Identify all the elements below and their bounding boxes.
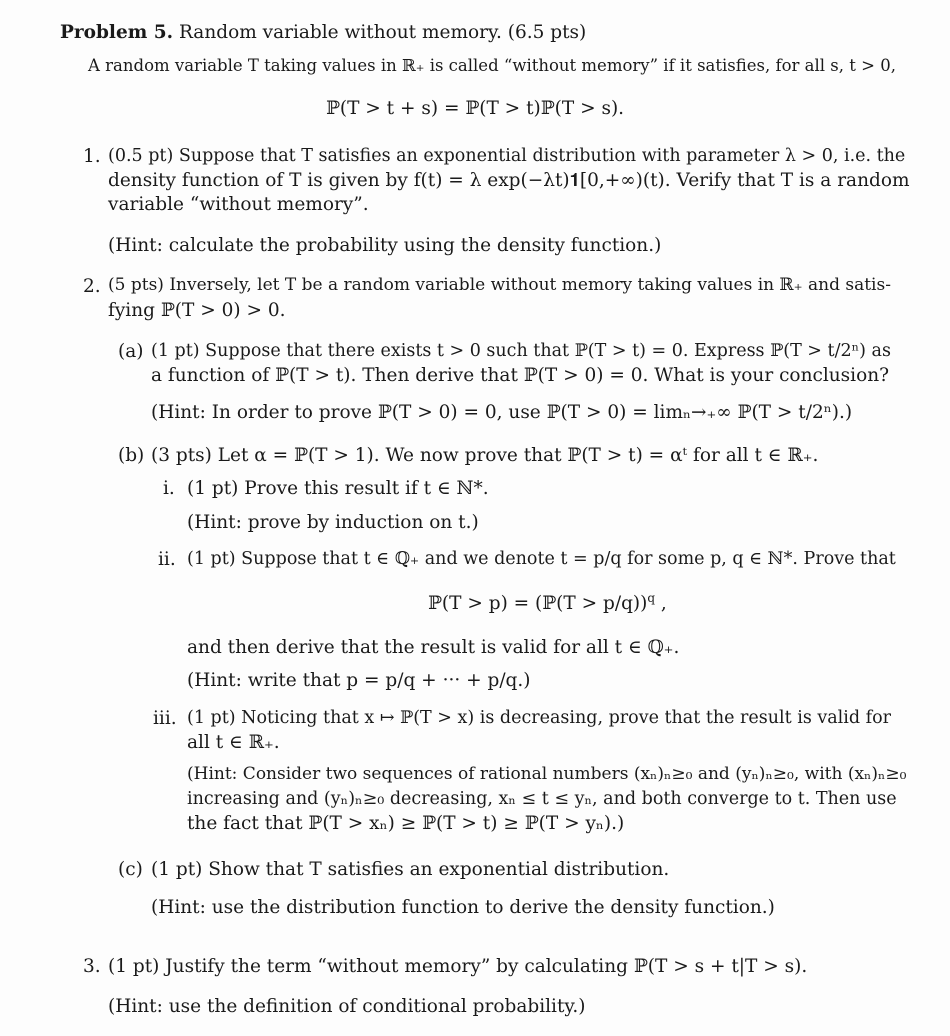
q2bii-text: (1 pt) Suppose that t ∈ ℚ₊ and we denote t = p/q for some p, q ∈ ℕ*. Prove that [187, 549, 896, 569]
q2biii-line-1: (1 pt) Noticing that x ↦ ℙ(T > x) is decreasing, prove that the result is valid for [187, 708, 892, 728]
q1-line-3: variable “without memory”. [108, 194, 369, 215]
q1-line-1: (0.5 pt) Suppose that T satisfies an exponential distribution with parameter λ > 0, i.e. the [108, 146, 906, 166]
q2bii-formula-text: ℙ(T > p) = (ℙ(T > p/q)) [428, 593, 648, 615]
problem-title: Random variable without memory. (6.5 pts) [178, 22, 587, 43]
q2-line-2: fying ℙ(T > 0) > 0. [108, 300, 286, 321]
q1-line-2: density function of T is given by f(t) = λ exp(−λt)𝟏[0,+∞)(t). Verify that T is a random [108, 170, 910, 191]
q2a-line-2: a function of ℙ(T > t). Then derive that ℙ(T > 0) = 0. What is your conclusion? [151, 365, 890, 386]
q3-hint: (Hint: use the definition of conditional probability.) [108, 996, 586, 1017]
q2bi-label: i. [163, 478, 175, 499]
problem-heading [60, 22, 586, 43]
definition-equation: ℙ(T > t + s) = ℙ(T > t)ℙ(T > s). [325, 98, 625, 119]
q2-line-1: (5 pts) Inversely, let T be a random variable without memory taking values in ℝ₊ and satis- [108, 275, 891, 295]
q2a-hint: (Hint: In order to prove ℙ(T > 0) = 0, use ℙ(T > 0) = limₙ→₊∞ ℙ(T > t/2ⁿ).) [151, 402, 853, 423]
q3-label: 3. [83, 956, 101, 977]
q2a-line-1: (1 pt) Suppose that there exists t > 0 such that ℙ(T > t) = 0. Express ℙ(T > t/2ⁿ) as [151, 341, 891, 361]
q2bii-label: ii. [158, 549, 176, 570]
q2biii-label: iii. [153, 708, 177, 729]
q2biii-line-2: all t ∈ ℝ₊. [187, 732, 280, 753]
q2bii-formula: ℙ(T > p) = (ℙ(T > p/q))$^q$ , [428, 591, 667, 615]
q2c-hint: (Hint: use the distribution function to derive the density function.) [151, 897, 775, 918]
q2bi-hint: (Hint: prove by induction on t.) [187, 512, 479, 533]
q2-label: 2. [83, 276, 101, 297]
problem-number: Problem 5. [60, 22, 174, 43]
q1-label: 1. [83, 146, 101, 167]
q2biii-hint-3: the fact that ℙ(T > xₙ) ≥ ℙ(T > t) ≥ ℙ(T > yₙ).) [187, 813, 625, 834]
q1-hint: (Hint: calculate the probability using the density function.) [108, 235, 662, 256]
q2biii-hint-2: increasing and (yₙ)ₙ≥₀ decreasing, xₙ ≤ t ≤ yₙ, and both converge to t. Then use [187, 789, 897, 809]
q2c-text: (1 pt) Show that T satisfies an exponential distribution. [151, 859, 670, 880]
problem-intro: A random variable T taking values in ℝ₊ is called “without memory” if it satisfies, for all s, t > 0, [88, 56, 896, 75]
q2c-label: (c) [118, 859, 143, 880]
q2biii-hint-1: (Hint: Consider two sequences of rational numbers (xₙ)ₙ≥₀ and (yₙ)ₙ≥₀, with (xₙ)ₙ≥₀ [187, 764, 907, 784]
q2b-line-1: (3 pts) Let α = ℙ(T > 1). We now prove that ℙ(T > t) = αᵗ for all t ∈ ℝ₊. [151, 445, 819, 466]
q2b-label: (b) [118, 445, 145, 466]
q2a-label: (a) [118, 341, 144, 362]
q2bi-text: (1 pt) Prove this result if t ∈ ℕ*. [187, 478, 489, 499]
q3-text: (1 pt) Justify the term “without memory” by calculating ℙ(T > s + t|T > s). [108, 956, 808, 977]
q2bii-after: and then derive that the result is valid for all t ∈ ℚ₊. [187, 637, 680, 658]
q2bii-hint: (Hint: write that p = p/q + ··· + p/q.) [187, 670, 531, 691]
